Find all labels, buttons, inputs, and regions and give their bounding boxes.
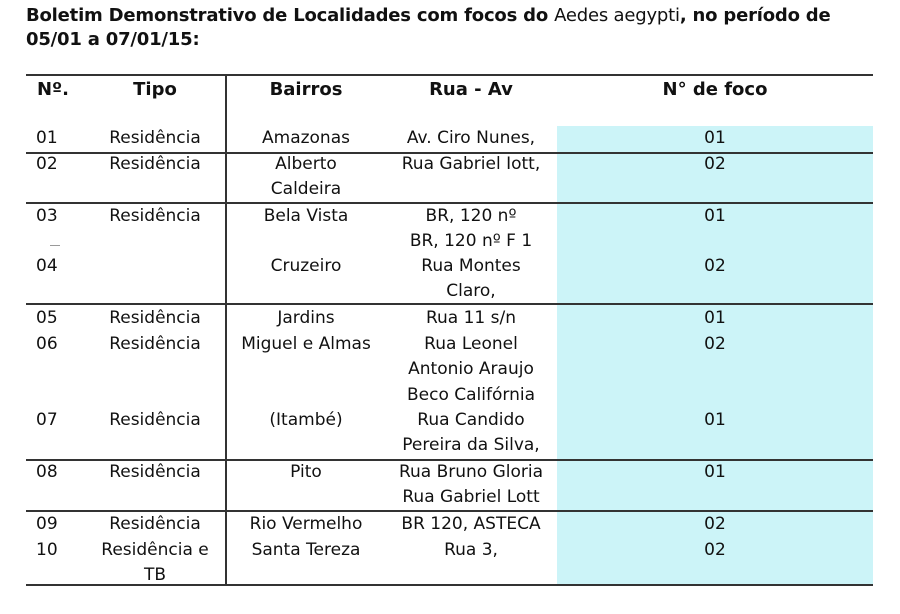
title-text-part1: Boletim Demonstrativo de Localidades com focos do	[26, 5, 555, 26]
cell-rua: Antonio Araujo	[408, 359, 534, 380]
cell-bairro: Bela Vista	[263, 206, 349, 226]
header-tipo: Tipo	[133, 79, 177, 100]
table-top-rule	[26, 74, 873, 76]
cell-bairro: Santa Tereza	[251, 540, 361, 560]
header-bairros: Bairros	[269, 79, 343, 100]
cell-bairro: Alberto	[275, 154, 337, 174]
cell-num: 06	[36, 334, 58, 354]
focus-table	[26, 74, 873, 586]
cell-num: 02	[36, 154, 58, 174]
cell-foco: 01	[704, 206, 726, 226]
cell-bairro: (Itambé)	[269, 410, 343, 430]
cell-tipo: Residência	[109, 410, 201, 430]
cell-rua: Rua Gabriel Lott	[402, 487, 540, 508]
header-rua: Rua - Av	[429, 79, 513, 100]
cell-bairro: Rio Vermelho	[249, 514, 363, 534]
cell-num: 08	[36, 462, 58, 482]
cell-rua: Rua 3,	[444, 540, 498, 560]
cell-foco: 02	[704, 540, 726, 560]
cell-tipo: Residência	[109, 308, 201, 328]
header-num: Nº.	[36, 79, 70, 100]
cell-tipo: Residência	[109, 514, 201, 534]
cell-num: 04	[36, 256, 58, 276]
cell-bairro: Pito	[290, 462, 322, 482]
cell-foco: 02	[704, 154, 726, 174]
cell-rua: Rua 11 s/n	[425, 308, 517, 328]
cell-rua: Beco Califórnia	[407, 384, 535, 405]
cell-foco: 01	[704, 462, 726, 482]
cell-bairro: Caldeira	[270, 179, 342, 200]
cell-foco: 01	[704, 308, 726, 328]
cell-bairro: Miguel e Almas	[241, 334, 371, 354]
cell-tipo: Residência	[109, 128, 201, 148]
cell-num: 01	[36, 128, 58, 148]
cell-num: 03	[36, 206, 58, 226]
title-text-part2: , no período de	[679, 5, 831, 26]
cell-foco: 02	[704, 256, 726, 276]
cell-tipo: Residência	[109, 334, 201, 354]
cell-rua: Rua Candido	[417, 410, 525, 430]
cell-num: 09	[36, 514, 58, 534]
cell-foco: 01	[704, 128, 726, 148]
cell-rua: Rua Leonel	[424, 334, 518, 354]
title-period: 05/01 a 07/01/15:	[26, 29, 200, 50]
cell-rua: Rua Bruno Gloria	[398, 462, 544, 482]
header-foco: N° de foco	[662, 79, 768, 100]
document-title	[26, 4, 886, 52]
cell-num: 07	[36, 410, 58, 430]
cell-rua: BR 120, ASTECA	[401, 514, 541, 534]
cell-rua: BR, 120 nº	[425, 206, 517, 226]
cell-foco: 02	[704, 514, 726, 534]
stray-dash-mark	[50, 245, 60, 246]
cell-foco: 01	[704, 410, 726, 430]
title-species: Aedes aegypti	[554, 5, 680, 26]
cell-tipo: Residência e	[101, 540, 209, 560]
cell-tipo: Residência	[109, 206, 201, 226]
cell-num: 10	[36, 540, 58, 560]
cell-num: 05	[36, 308, 58, 328]
cell-tipo: Residência	[109, 462, 201, 482]
cell-rua: Claro,	[446, 281, 496, 302]
cell-bairro: Cruzeiro	[270, 256, 342, 276]
cell-rua: BR, 120 nº F 1	[409, 231, 533, 252]
cell-rua: Rua Gabriel Iott,	[401, 154, 541, 174]
cell-foco: 02	[704, 334, 726, 354]
cell-bairro: Jardins	[277, 308, 335, 328]
cell-tipo: Residência	[109, 154, 201, 174]
cell-bairro: Amazonas	[262, 128, 350, 148]
cell-tipo: TB	[143, 565, 167, 586]
cell-rua: Rua Montes	[421, 256, 521, 276]
cell-rua: Pereira da Silva,	[402, 435, 540, 456]
cell-rua: Av. Ciro Nunes,	[406, 128, 536, 148]
